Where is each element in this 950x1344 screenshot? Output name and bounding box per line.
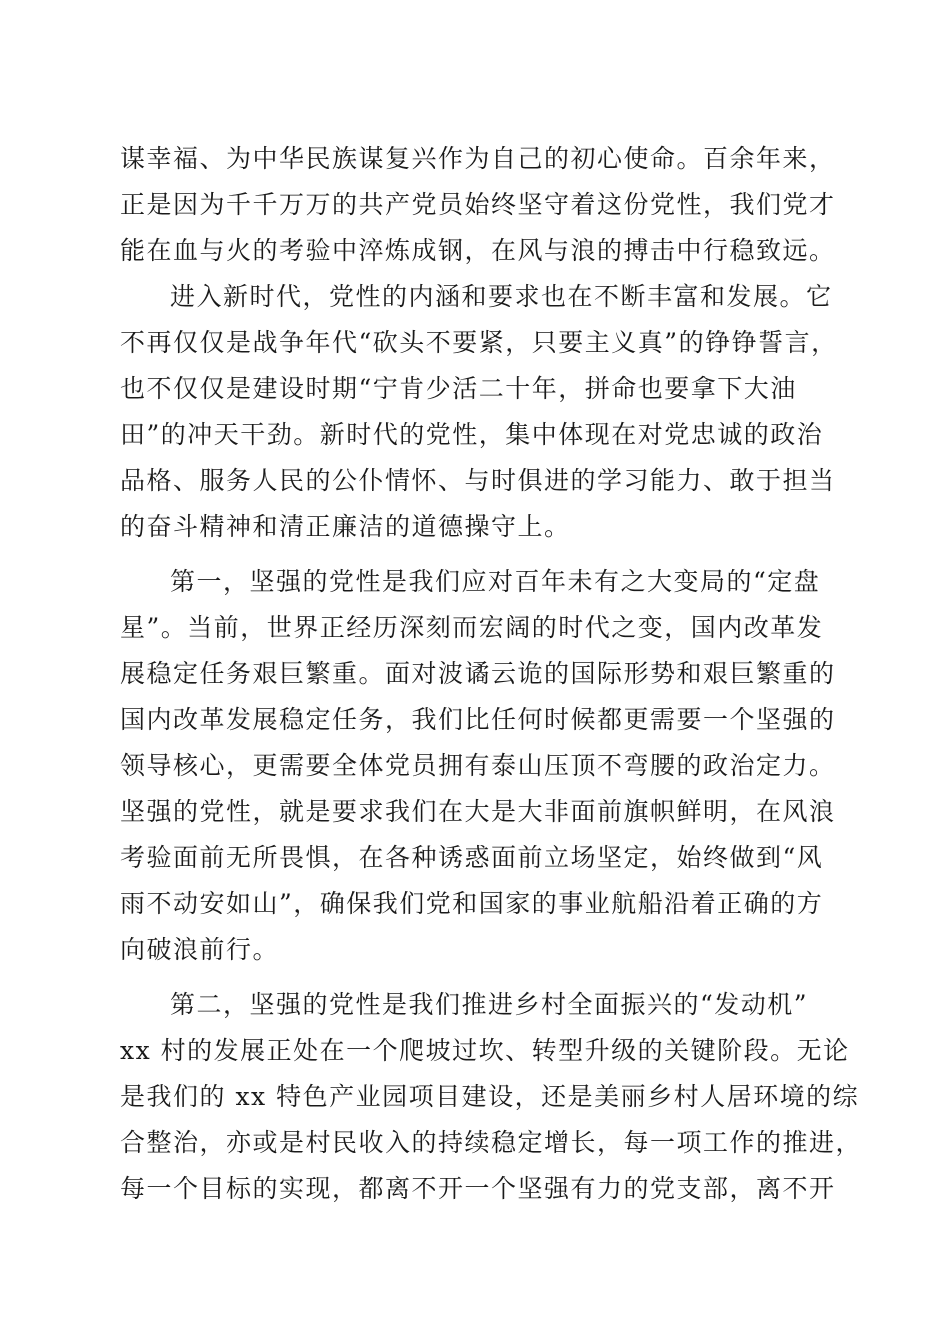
text-line: 雨不动安如山”，确保我们党和国家的事业航船沿着正确的方 (120, 889, 824, 918)
text-line: 第二，坚强的党性是我们推进乡村全面振兴的“发动机” (170, 990, 809, 1019)
text-line: 的奋斗精神和清正廉洁的道德操守上。 (120, 512, 571, 541)
text-line: 考验面前无所畏惧，在各种诱惑面前立场坚定，始终做到“风 (120, 843, 824, 872)
paragraph-new-era (120, 274, 840, 550)
text-line: 合整治，亦或是村民收入的持续稳定增长，每一项工作的推进， (120, 1128, 863, 1157)
text-line: 正是因为千千万万的共产党员始终坚守着这份党性，我们党才 (120, 190, 836, 219)
document-body (120, 136, 863, 1212)
text-line: 也不仅仅是建设时期“宁肯少活二十年，拼命也要拿下大油 (120, 374, 797, 403)
text-line: 能在血与火的考验中淬炼成钢，在风与浪的搏击中行稳致远。 (120, 236, 836, 265)
text-line: 进入新时代，党性的内涵和要求也在不断丰富和发展。它 (170, 282, 833, 311)
text-line: 展稳定任务艰巨繁重。面对波谲云诡的国际形势和艰巨繁重的 (120, 659, 836, 688)
text-line: 不再仅仅是战争年代“砍头不要紧，只要主义真”的铮铮誓言， (120, 328, 838, 357)
text-line: 国内改革发展稳定任务，我们比任何时候都更需要一个坚强的 (120, 705, 836, 734)
text-line: 向破浪前行。 (120, 935, 280, 964)
text-line: 田”的冲天干劲。新时代的党性，集中体现在对党忠诚的政治 (120, 420, 824, 449)
text-line: xx 村的发展正处在一个爬坡过坎、转型升级的关键阶段。无论 (120, 1036, 850, 1065)
text-line: 坚强的党性，就是要求我们在大是大非面前旗帜鲜明，在风浪 (120, 797, 836, 826)
text-line: 每一个目标的实现，都离不开一个坚强有力的党支部，离不开 (120, 1174, 836, 1203)
text-line: 谋幸福、为中华民族谋复兴作为自己的初心使命。百余年来， (120, 144, 836, 173)
text-line: 领导核心，更需要全体党员拥有泰山压顶不弯腰的政治定力。 (120, 751, 836, 780)
text-line: 星”。当前，世界正经历深刻而宏阔的时代之变，国内改革发 (120, 613, 824, 642)
paragraph-first-point (120, 559, 840, 973)
text-line: 是我们的 xx 特色产业园项目建设，还是美丽乡村人居环境的综 (120, 1082, 860, 1111)
text-line: 品格、服务人民的公仆情怀、与时俱进的学习能力、敢于担当 (120, 466, 836, 495)
paragraph-continuation (120, 136, 840, 274)
paragraph-second-point (120, 982, 863, 1212)
text-line: 第一，坚强的党性是我们应对百年未有之大变局的“定盘 (170, 567, 821, 596)
